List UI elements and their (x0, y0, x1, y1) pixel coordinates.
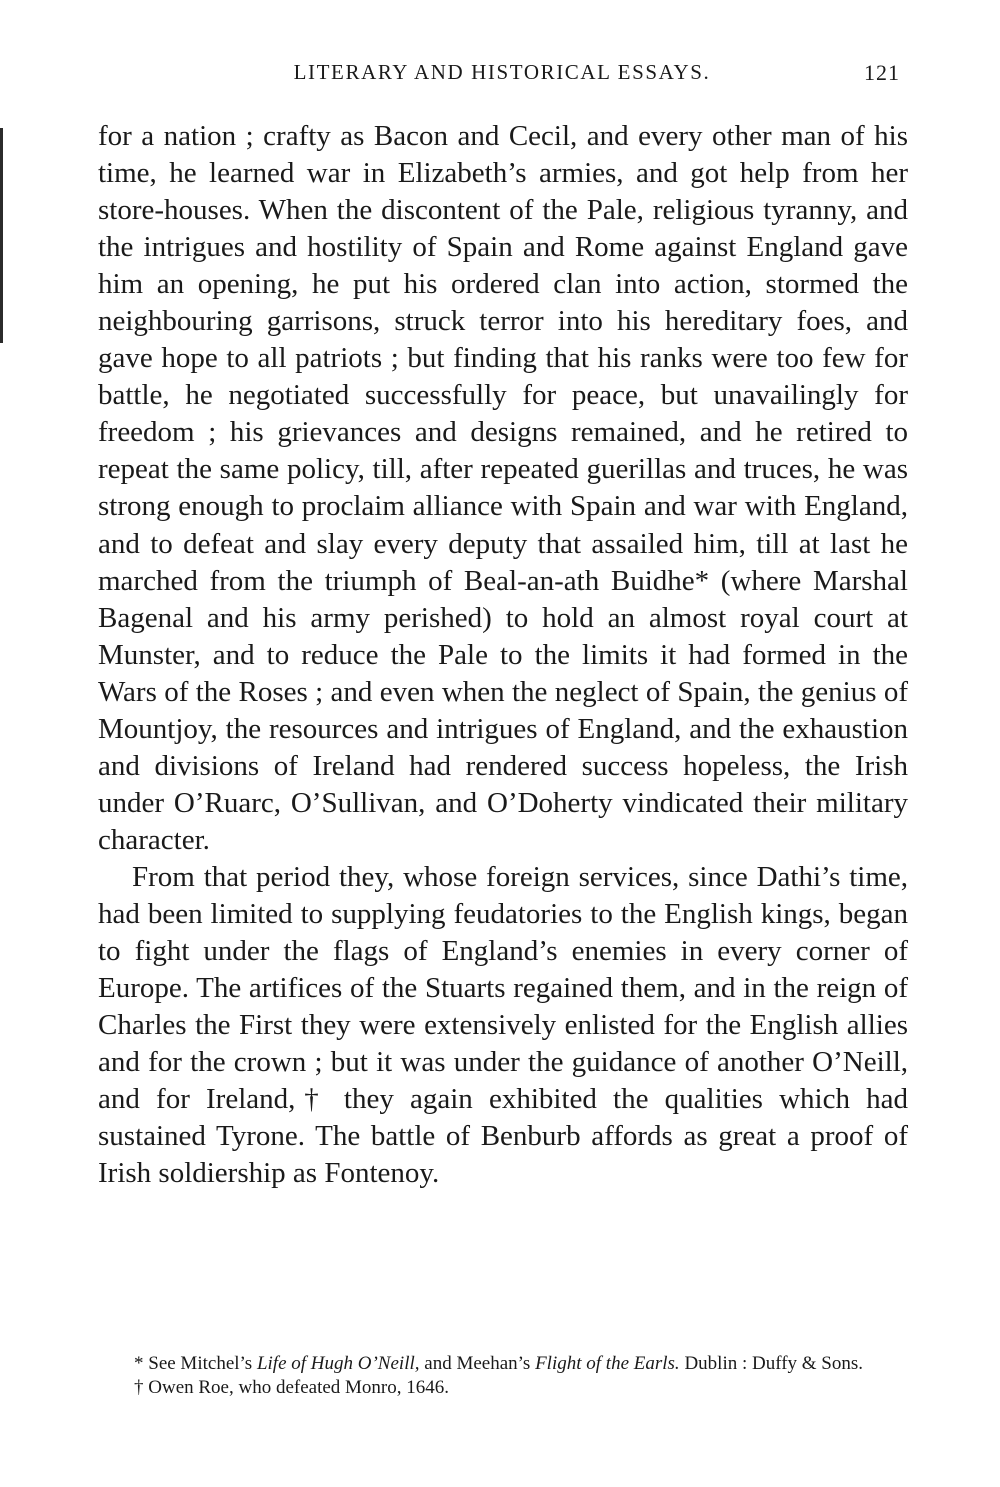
running-head: LITERARY AND HISTORICAL ESSAYS. (293, 60, 711, 84)
footnote-asterisk (106, 1352, 908, 1376)
footnote-text: Dublin : Duffy & Sons. (679, 1353, 864, 1374)
footnote-title: Flight of the Earls. (535, 1353, 680, 1374)
body-text (98, 118, 908, 1192)
page-header (96, 60, 908, 100)
margin-rule (0, 128, 3, 343)
page-number: 121 (864, 60, 900, 85)
footnotes (106, 1352, 908, 1400)
footnote-text: * See Mitchel’s (134, 1353, 257, 1374)
paragraph: From that period they, whose foreign services, since Dathi’s time, had been limited to supplying feudatories to the English kings, began to fight under the flags of England’s enemies in every corner of Europe. The artifices of the Stuarts regained them, and in the reign of Charles the First they were extensively enlisted for the English allies and for the crown ; but it was under the guidance of another O’Neill, and for Ireland,† they again exhibited the qualities which had sustained Tyrone. The battle of Benburb affords as great a proof of Irish soldiership as Fontenoy. (98, 860, 908, 1190)
footnote-text: and Meehan’s (419, 1353, 536, 1374)
paragraph: for a nation ; crafty as Bacon and Cecil, and every other man of his time, he learned war in Elizabeth’s armies, and got help from her store-houses. When the discontent of the Pale, religious tyranny, and the intrigues and hostility of Spain and Rome against England gave him an opening, he put his ordered clan into action, stormed the neighbouring garrisons, struck terror into his hereditary foes, and gave hope to all patriots ; but finding that his ranks were too few for battle, he negotiated successfully for peace, but unavailingly for freedom ; his grievances and designs remained, and he retired to repeat the same policy, till, after repeated guerillas and truces, he was strong enough to proclaim alliance with Spain and war with England, and to defeat and slay every deputy that assailed him, till at last he marched from the triumph of Beal-an-ath Buidhe* (where Marshal Bagenal and his army perished) to hold an almost royal court at Munster, and to reduce the Pale to the limits it had formed in the Wars of the Roses ; and even when the neglect of Spain, the genius of Mountjoy, the resources and intrigues of England, and the exhaustion and divisions of Ireland had rendered success hopeless, the Irish under O’Ruarc, O’Sullivan, and O’Doherty vindicated their military character. (98, 120, 908, 856)
footnote-title: Life of Hugh O’Neill, (256, 1353, 420, 1374)
footnote-dagger: † Owen Roe, who defeated Monro, 1646. (134, 1377, 450, 1398)
